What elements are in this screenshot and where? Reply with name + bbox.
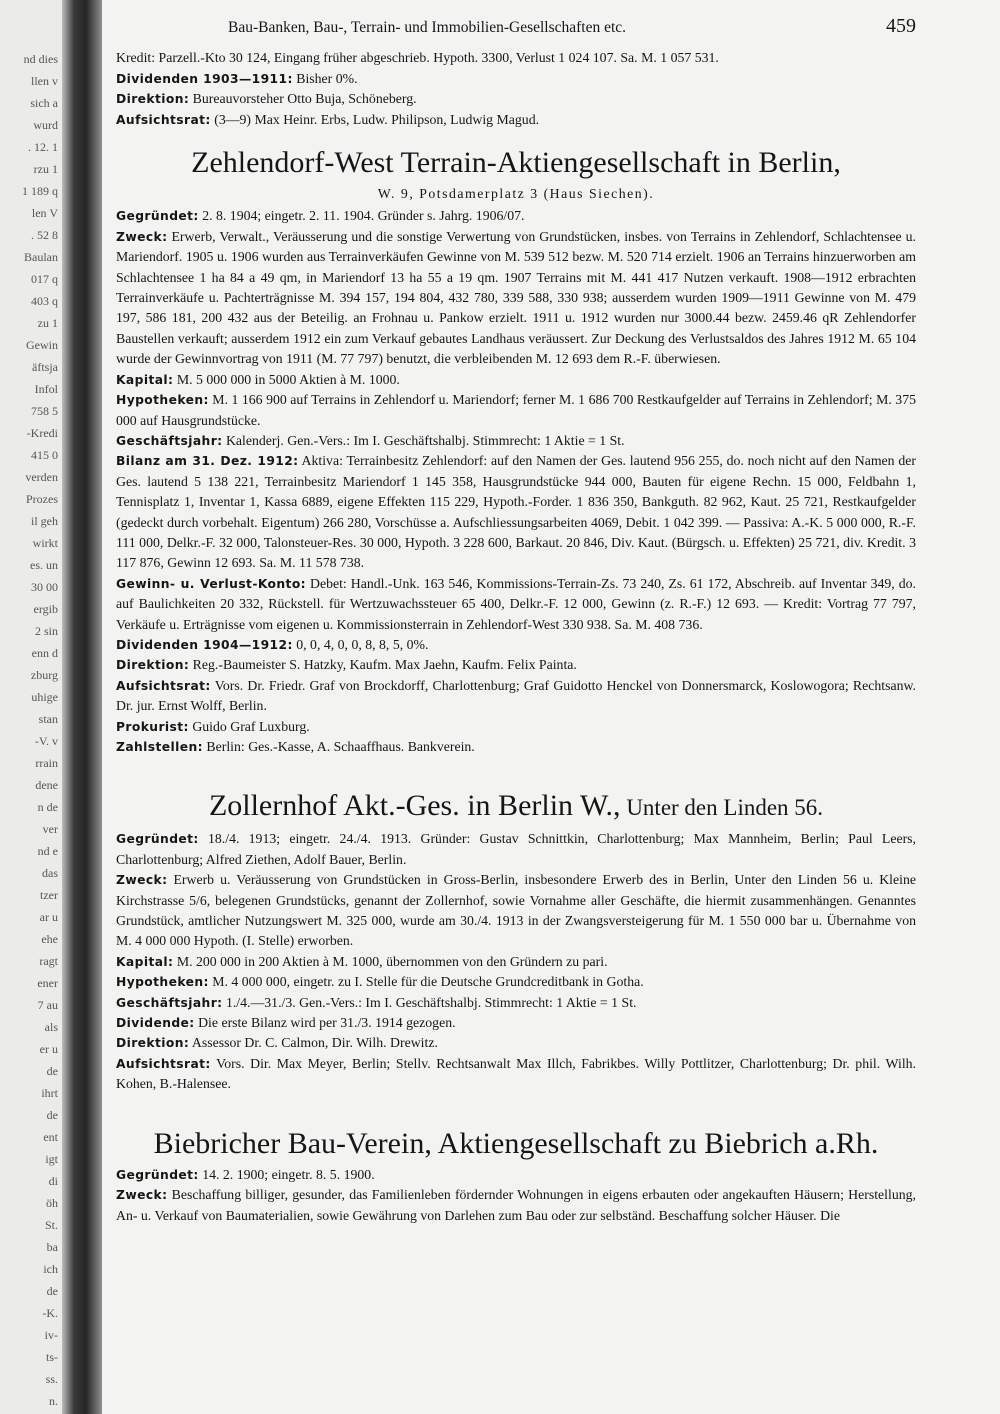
entry-label: Aufsichtsrat: bbox=[116, 1056, 211, 1071]
margin-fragment: . 52 8 bbox=[31, 228, 58, 242]
margin-fragment: ehe bbox=[41, 932, 58, 946]
margin-fragment: . 12. 1 bbox=[28, 140, 58, 154]
entry-text: Erwerb, Verwalt., Veräusserung und die sonstige Verwertung von Grundstücken, insbes. von Terrains in Zehlendorf, Schlachtensee u. Mariendorf. 1905 u. 1906 wurden aus Terrainverkäufen Gewinne von M. 539 512 bezw. M. 520 714 erzielt. 1906 an Terrains hinzuerworben am Schlachtensee 1 ha 84 a 49 qm, in Mariendorf 13 ha 55 a 19 qm. 1907 Terrains mit M. 441 417 Nutzen verkauft. 1908—1912 erbrachten Terrainverkäufe u. Pachterträgnisse M. 394 157, 194 804, 432 780, 339 588, 330 938; ausserdem wurden 1909—1911 Gewinne von M. 479 197, 586 181, 200 432 aus der Beteilig. an Frohnau u. Pankow erzielt. 1911 u. 1912 wurden nur 3000.44 bezw. 2459.46 qR Zehlendorfer Baustellen verkauft; ausserdem 1912 ein zum Verkauf gebautes Landhaus veräussert. Zur Deckung des Verlustsaldos des Jahres 1912 M. 65 104 wurde der Gewinnvortrag von 1911 (M. 77 797) benutzt, die verbleibenden M. 12 693 dem R.-F. überwiesen. bbox=[116, 228, 916, 367]
entry-label: Geschäftsjahr: bbox=[116, 433, 223, 448]
entry-text: Assessor Dr. C. Calmon, Dir. Wilh. Drewitz. bbox=[191, 1035, 438, 1051]
entry-label: Zweck: bbox=[116, 1188, 168, 1203]
entry bbox=[116, 1033, 916, 1053]
entry-label: Hypotheken: bbox=[116, 975, 209, 990]
margin-fragment: sich a bbox=[30, 96, 58, 110]
margin-fragment: als bbox=[44, 1020, 58, 1034]
entry-text: Kalenderj. Gen.-Vers.: Im I. Geschäftshalbj. Stimmrecht: 1 Aktie = 1 St. bbox=[225, 432, 625, 448]
entry-text: 18./4. 1913; eingetr. 24./4. 1913. Gründer: Gustav Schnittkin, Charlottenburg; Max Mannheim, Berlin; Paul Leers, Charlottenburg; Alfred Ziethen, Adolf Bauer, Berlin. bbox=[116, 831, 916, 867]
company-name: Biebricher Bau-Verein, Aktiengesellschaft zu Biebrich a.Rh. bbox=[153, 1126, 879, 1160]
margin-fragment: 403 q bbox=[31, 294, 58, 308]
margin-fragment: 758 5 bbox=[31, 404, 58, 418]
margin-fragment: n de bbox=[37, 800, 58, 814]
margin-fragment: Infol bbox=[34, 382, 58, 396]
entry bbox=[116, 635, 916, 655]
margin-fragment: -K. bbox=[42, 1306, 58, 1320]
intro-entry bbox=[116, 69, 916, 89]
margin-fragment: de bbox=[46, 1284, 58, 1298]
margin-fragment: ent bbox=[43, 1130, 58, 1144]
margin-fragment: iv- bbox=[44, 1328, 58, 1342]
entry bbox=[116, 227, 916, 370]
margin-fragment: nd dies bbox=[23, 52, 58, 66]
entry bbox=[116, 1013, 916, 1033]
entry-label: Zweck: bbox=[116, 229, 168, 244]
entry bbox=[116, 1185, 916, 1226]
entry-text: Bureauvorsteher Otto Buja, Schöneberg. bbox=[192, 91, 417, 107]
entry bbox=[116, 1054, 916, 1095]
intro-block bbox=[116, 48, 916, 130]
entry-label: Direktion: bbox=[116, 92, 190, 107]
margin-fragment: ts- bbox=[46, 1350, 58, 1364]
margin-fragment: ragt bbox=[39, 954, 58, 968]
entry bbox=[116, 993, 916, 1013]
company-name: Zehlendorf-West Terrain-Aktiengesellschaft in Berlin, bbox=[191, 146, 841, 180]
entry-label: Gegründet: bbox=[116, 1167, 199, 1182]
book-spine-shadow bbox=[62, 0, 102, 1414]
margin-fragment: ba bbox=[46, 1240, 58, 1254]
margin-fragment: di bbox=[48, 1174, 58, 1188]
intro-entry bbox=[116, 48, 916, 68]
entry bbox=[116, 206, 916, 226]
margin-fragment: verden bbox=[25, 470, 58, 484]
margin-fragment: wirkt bbox=[32, 536, 58, 550]
margin-fragment: er u bbox=[39, 1042, 58, 1056]
margin-fragment: 30 00 bbox=[31, 580, 58, 594]
company-section bbox=[116, 144, 916, 757]
entry-label: Hypotheken: bbox=[116, 393, 209, 408]
company-section bbox=[116, 787, 916, 1094]
entry-text: M. 4 000 000, eingetr. zu I. Stelle für die Deutsche Grundcreditbank in Gotha. bbox=[212, 974, 644, 990]
running-header-title: Bau-Banken, Bau-, Terrain- und Immobilien-Gesellschaften etc. bbox=[228, 19, 627, 36]
entry-label: Bilanz am 31. Dez. 1912: bbox=[116, 454, 299, 469]
margin-fragment: ar u bbox=[39, 910, 58, 924]
margin-fragment: Baulan bbox=[24, 250, 58, 264]
entry-label: Zweck: bbox=[116, 873, 168, 888]
margin-fragment: Prozes bbox=[26, 492, 58, 506]
margin-fragment: es. un bbox=[30, 558, 58, 572]
entry-text: M. 200 000 in 200 Aktien à M. 1000, übernommen von den Gründern zu pari. bbox=[176, 953, 608, 969]
entry bbox=[116, 655, 916, 675]
margin-fragment: uhige bbox=[31, 690, 58, 704]
entry-label: Direktion: bbox=[116, 1036, 190, 1051]
margin-fragment: äftsja bbox=[32, 360, 58, 374]
margin-fragment: rzu 1 bbox=[33, 162, 58, 176]
entry-label: Gewinn- u. Verlust-Konto: bbox=[116, 576, 306, 591]
margin-fragment: stan bbox=[38, 712, 58, 726]
entry-label: Prokurist: bbox=[116, 719, 189, 734]
running-header bbox=[116, 16, 916, 38]
entry bbox=[116, 972, 916, 992]
entry-text: 1./4.—31./3. Gen.-Vers.: Im I. Geschäftshalbj. Stimmrecht: 1 Aktie = 1 St. bbox=[225, 994, 637, 1010]
margin-fragment: 415 0 bbox=[31, 448, 58, 462]
entry bbox=[116, 370, 916, 390]
entry bbox=[116, 1165, 916, 1185]
margin-fragment: ich bbox=[43, 1262, 58, 1276]
margin-fragment: de bbox=[46, 1108, 58, 1122]
entry bbox=[116, 737, 916, 757]
margin-fragment: enn d bbox=[31, 646, 58, 660]
entry-text: Berlin: Ges.-Kasse, A. Schaaffhaus. Bankverein. bbox=[206, 739, 475, 754]
entry-label: Direktion: bbox=[116, 658, 190, 673]
margin-fragment: zburg bbox=[30, 668, 58, 682]
margin-fragment: Gewin bbox=[26, 338, 58, 352]
entry bbox=[116, 717, 916, 737]
entry bbox=[116, 829, 916, 870]
entry-label: Dividenden 1904—1912: bbox=[116, 637, 293, 652]
entry-text: 0, 0, 4, 0, 0, 8, 8, 5, 0%. bbox=[296, 636, 429, 652]
margin-fragment: tzer bbox=[40, 888, 58, 902]
entry bbox=[116, 574, 916, 635]
entry-text: Debet: Handl.-Unk. 163 546, Kommissions-Terrain-Zs. 73 240, Zs. 61 172, Abschreib. auf Inventar 349, do. auf Baulichkeiten 20 332, Rückstell. für Wertzuwachssteuer 65 400, Delkr.-F. 12 000, Gewinn (z. R.-F.) 12 693. — Kredit: Vortrag 77 797, Verkäufe u. Erträgnisse vom eigenen u. Kommissionsterrain in Zehlendorf-West 330 938. Sa. M. 408 736. bbox=[116, 575, 916, 632]
margin-fragment: -Kredi bbox=[26, 426, 58, 440]
entry-text: Erwerb u. Veräusserung von Grundstücken in Gross-Berlin, insbesondere Erwerb des in Berlin, Unter den Linden 56 u. Kleine Kirchstrasse 5/6, belegenen Grundstücks, genannt der Zollernhof, sowie Vornahme aller Geschäfte, die hiermit zusammenhängen. Genanntes Grundstück, amtlicher Nutzungswert M. 325 000, wurde am 30./4. 1913 in der Zwangsversteigerung für M. 1 550 000 bar u. Übernahme von M. 4 000 000 Hypoth. (I. Stelle) erworben. bbox=[116, 872, 916, 949]
margin-fragment: ener bbox=[37, 976, 58, 990]
company-name: Zollernhof Akt.-Ges. in Berlin W., bbox=[208, 789, 621, 823]
margin-fragment: len V bbox=[31, 206, 58, 220]
margin-fragment: igt bbox=[45, 1152, 58, 1166]
margin-fragment: 2 sin bbox=[34, 624, 58, 638]
entry bbox=[116, 870, 916, 952]
company-address: W. 9, Potsdamerplatz 3 (Haus Siechen). bbox=[377, 186, 655, 202]
document-page bbox=[116, 16, 916, 1226]
margin-fragment: ss. bbox=[45, 1372, 58, 1386]
margin-fragment: zu 1 bbox=[37, 316, 58, 330]
margin-fragment: dene bbox=[35, 778, 58, 792]
margin-fragment: rrain bbox=[35, 756, 58, 770]
company-section bbox=[116, 1125, 916, 1226]
entry-label: Dividenden 1903—1911: bbox=[116, 71, 293, 86]
intro-entry bbox=[116, 89, 916, 109]
margin-fragment: llen v bbox=[31, 74, 58, 88]
entry-text: Beschaffung billiger, gesunder, das Familienleben fördernder Wohnungen in eigens erbauten oder angekauften Häusern; Herstellung, An- u. Verkauf von Baumaterialien, sowie Gewährung von Darlehen zum Bau oder zur selbständ. Beschaffung solcher Häuser. Die bbox=[116, 1187, 916, 1223]
margin-fragment: 017 q bbox=[31, 272, 58, 286]
entry bbox=[116, 451, 916, 573]
entry-label: Aufsichtsrat: bbox=[116, 112, 211, 127]
margin-fragment: ergib bbox=[33, 602, 58, 616]
entry-text: M. 1 166 900 auf Terrains in Zehlendorf u. Mariendorf; ferner M. 1 686 700 Restkaufgelder auf Terrains in Zehlendorf; M. 375 000 auf Hausgrundstücke. bbox=[116, 392, 916, 428]
margin-fragment: ver bbox=[42, 822, 58, 836]
entry-label: Kapital: bbox=[116, 372, 174, 387]
entry bbox=[116, 390, 916, 431]
entry-text: Guido Graf Luxburg. bbox=[192, 718, 310, 734]
margin-fragment: de bbox=[46, 1064, 58, 1078]
entry bbox=[116, 431, 916, 451]
margin-fragment: ihrt bbox=[41, 1086, 58, 1100]
company-heading bbox=[116, 787, 916, 827]
entry-label: Kapital: bbox=[116, 954, 174, 969]
entry-text: Reg.-Baumeister S. Hatzky, Kaufm. Max Jaehn, Kaufm. Felix Painta. bbox=[192, 657, 577, 673]
entry-label: Gegründet: bbox=[116, 832, 199, 847]
entry-text: Aktiva: Terrainbesitz Zehlendorf: auf den Namen der Ges. lautend 956 255, do. noch nicht auf den Namen der Ges. lautend 5 138 221, Terrainbesitz Mariendorf 1 145 358, Hausgrundstücke 944 000, Bauten für eigene Rechn. 15 000, Feldbahn 1, Tennisplatz 1, Inventar 1, Kassa 6889, eigene Effekten 115 229, Hypoth.-Forder. 1 836 350, Bankguth. 82 962, Kaut. 25 721, Restkaufgelder (gedeckt durch vorbehalt. Eigentum) 266 280, Vorschüsse a. Aufschliessungsarbeiten 4069, Debit. 1 042 399. — Passiva: A.-K. 5 000 000, R.-F. 111 000, Delkr.-F. 32 000, Talonsteuer-Res. 30 000, Hypoth. 3 228 600, Barkaut. 20 846, Div. Kaut. (Bürgsch. u. Effekten) 25 721, div. Kredit. 3 117 876, Gewinn 12 693. Sa. M. 11 578 738. bbox=[116, 453, 916, 571]
entry-label: Dividende: bbox=[116, 1016, 195, 1031]
intro-entry bbox=[116, 110, 916, 130]
entry-label: Zahlstellen: bbox=[116, 740, 203, 754]
entry-text: 14. 2. 1900; eingetr. 8. 5. 1900. bbox=[202, 1166, 375, 1182]
margin-fragment: 1 189 q bbox=[22, 184, 58, 198]
margin-fragment: il geh bbox=[31, 514, 58, 528]
company-address-inline: Unter den Linden 56. bbox=[620, 795, 824, 821]
margin-fragment: nd e bbox=[37, 844, 58, 858]
entry-text: M. 5 000 000 in 5000 Aktien à M. 1000. bbox=[176, 371, 400, 387]
entry bbox=[116, 952, 916, 972]
margin-fragment: n. bbox=[49, 1394, 58, 1408]
margin-fragment: -V. v bbox=[34, 734, 58, 748]
entry-text: (3—9) Max Heinr. Erbs, Ludw. Philipson, Ludwig Magud. bbox=[214, 111, 540, 127]
company-heading bbox=[116, 144, 916, 182]
entry-text: Vors. Dir. Max Meyer, Berlin; Stellv. Rechtsanwalt Max Illch, Fabrikbes. Willy Pottlitzer, Charlottenburg; Dr. phil. Wilh. Kohen, B.-Halensee. bbox=[116, 1055, 917, 1092]
entry-text: Die erste Bilanz wird per 31./3. 1914 gezogen. bbox=[198, 1015, 456, 1031]
margin-fragment: wurd bbox=[33, 118, 58, 132]
entry-text: 2. 8. 1904; eingetr. 2. 11. 1904. Gründer s. Jahrg. 1906/07. bbox=[202, 208, 525, 224]
left-margin-bleed bbox=[0, 0, 62, 1414]
entry-label: Geschäftsjahr: bbox=[116, 995, 223, 1010]
entry bbox=[116, 676, 916, 717]
margin-fragment: öh bbox=[46, 1196, 58, 1210]
margin-fragment: St. bbox=[44, 1218, 58, 1232]
entry-label: Aufsichtsrat: bbox=[116, 678, 211, 693]
entry-text: Kredit: Parzell.-Kto 30 124, Eingang früher abgeschrieb. Hypoth. 3300, Verlust 1 024 107. Sa. M. 1 057 531. bbox=[116, 50, 719, 66]
margin-fragment: das bbox=[42, 866, 58, 880]
company-heading bbox=[116, 1125, 916, 1163]
entry-label: Gegründet: bbox=[116, 209, 199, 224]
entry-text: Bisher 0%. bbox=[296, 70, 358, 86]
page-number: 459 bbox=[886, 15, 916, 37]
entry-text: Vors. Dr. Friedr. Graf von Brockdorff, Charlottenburg; Graf Guidotto Henckel von Donnersmarck, Koslowogora; Rechtsanw. Dr. jur. Ernst Wolff, Berlin. bbox=[116, 677, 916, 714]
margin-fragment: 7 au bbox=[37, 998, 58, 1012]
